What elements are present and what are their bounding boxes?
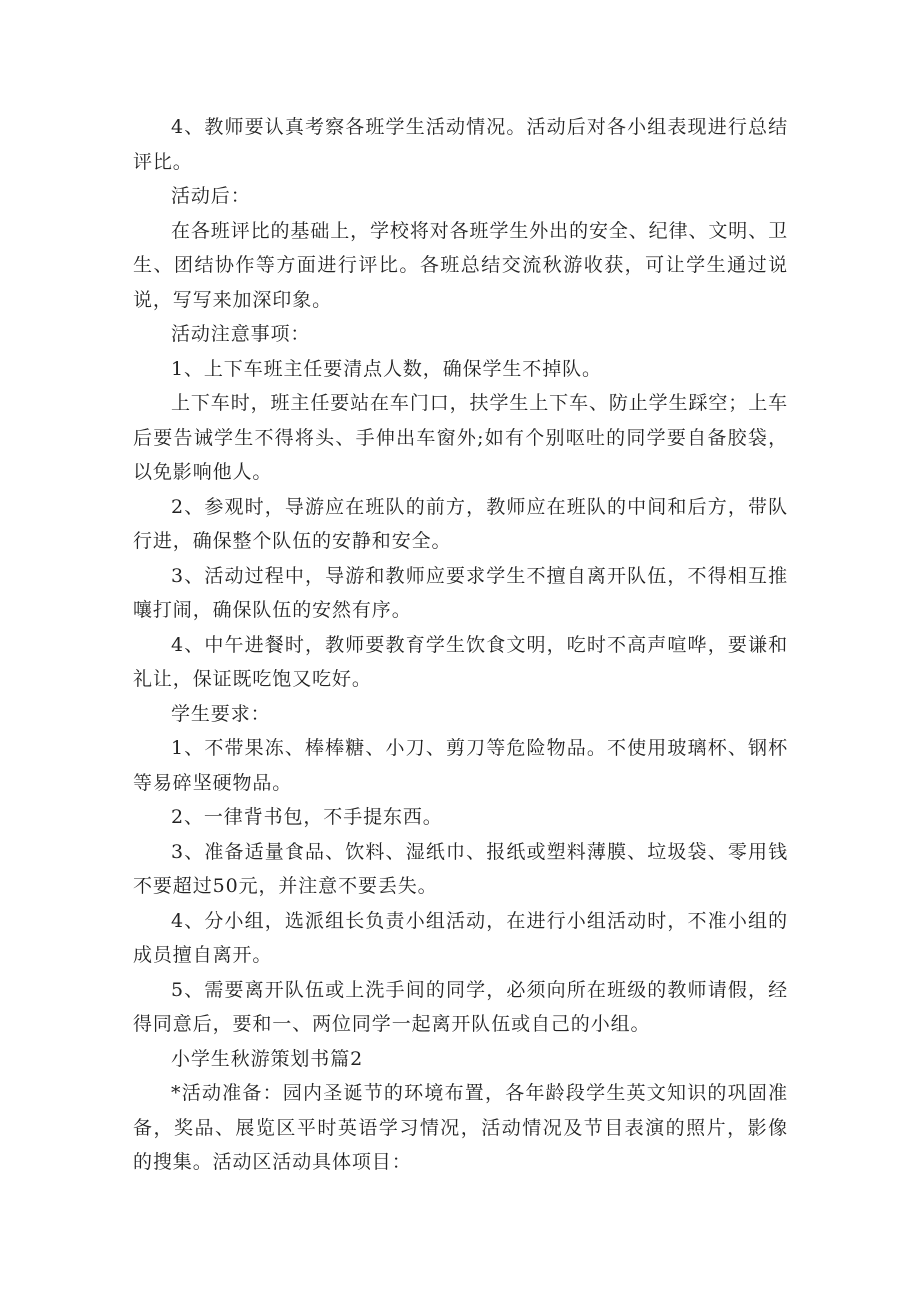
paragraph-headcount: 1、上下车班主任要清点人数，确保学生不掉队。	[171, 357, 602, 380]
paragraph-groups: 4、分小组，选派组长负责小组活动，在进行小组活动时，不准小组的成员擅自离开。	[133, 909, 788, 966]
paragraph-activity-preparation: *活动准备：园内圣诞节的环境布置，各年龄段学生英文知识的巩固准备，奖品、展览区平时英语学习情况，活动情况及节目表演的照片，影像的搜集。活动区活动具体项目：	[133, 1082, 788, 1173]
heading-after-activity: 活动后：	[171, 185, 251, 207]
paragraph-forbidden-items: 1、不带果冻、棒棒糖、小刀、剪刀等危险物品。不使用玻璃杯、钢杯等易碎坚硬物品。	[133, 737, 788, 794]
paragraph-leave-permission: 5、需要离开队伍或上洗手间的同学，必须向所在班级的教师请假，经得同意后，要和一、两位同学一起离开队伍或自己的小组。	[133, 978, 788, 1035]
section-title-plan-2: 小学生秋游策划书篇2	[171, 1047, 364, 1070]
heading-student-requirements: 学生要求：	[171, 702, 271, 725]
paragraph-boarding-safety: 上下车时，班主任要站在车门口，扶学生上下车、防止学生踩空；上车后要告诫学生不得将头、手伸出车窗外;如有个别呕吐的同学要自备胶袋，以免影响他人。	[133, 392, 788, 483]
paragraph-visit-order: 2、参观时，导游应在班队的前方，教师应在班队的中间和后方，带队行进，确保整个队伍的安静和安全。	[133, 495, 788, 552]
paragraph-teacher-review: 4、教师要认真考察各班学生活动情况。活动后对各小组表现进行总结评比。	[133, 116, 788, 173]
document-body	[133, 110, 788, 1180]
heading-precautions: 活动注意事项：	[171, 323, 311, 345]
paragraph-supplies: 3、准备适量食品、饮料、湿纸巾、报纸或塑料薄膜、垃圾袋、零用钱不要超过50元，并注意不要丢失。	[133, 840, 788, 897]
paragraph-backpack: 2、一律背书包，不手提东西。	[171, 806, 443, 828]
paragraph-lunch-manners: 4、中午进餐时，教师要教育学生饮食文明，吃时不高声喧哗，要谦和礼让，保证既吃饱又吃好。	[133, 633, 788, 690]
paragraph-stay-in-line: 3、活动过程中，导游和教师应要求学生不擅自离开队伍，不得相互推嚷打闹，确保队伍的安然有序。	[133, 564, 788, 621]
paragraph-school-evaluation: 在各班评比的基础上，学校将对各班学生外出的安全、纪律、文明、卫生、团结协作等方面进行评比。各班总结交流秋游收获，可让学生通过说说，写写来加深印象。	[133, 219, 788, 311]
